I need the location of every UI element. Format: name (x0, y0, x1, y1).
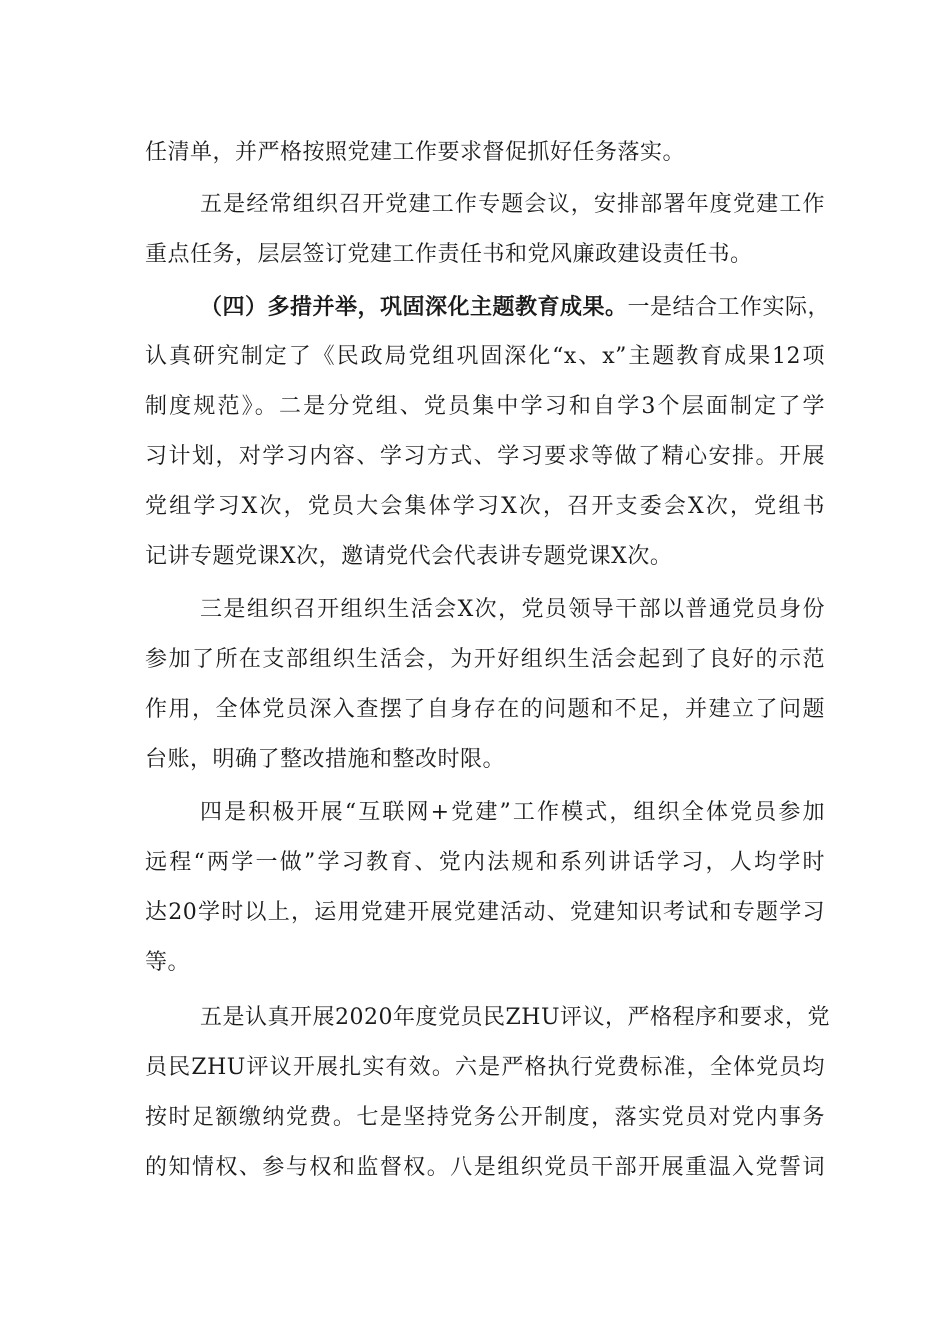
paragraph-line: 三是组织召开组织生活会X次，党员领导干部以普通党员身份 (200, 597, 825, 622)
paragraph-line: 制度规范》。二是分党组、党员集中学习和自学3个层面制定了学 (145, 394, 825, 419)
paragraph-line: 参加了所在支部组织生活会，为开好组织生活会起到了良好的示范 (145, 647, 825, 672)
paragraph-line: 五是认真开展2020年度党员民ZHU评议，严格程序和要求，党 (200, 1005, 831, 1030)
paragraph-line: 党组学习X次，党员大会集体学习X次，召开支委会X次，党组书 (145, 494, 825, 519)
paragraph-line: 重点任务，层层签订党建工作责任书和党风廉政建设责任书。 (145, 242, 753, 267)
paragraph-text: 一是结合工作实际， (627, 295, 831, 320)
paragraph-line: 任清单，并严格按照党建工作要求督促抓好任务落实。 (145, 140, 686, 165)
paragraph-line: 按时足额缴纳党费。七是坚持党务公开制度，落实党员对党内事务 (145, 1105, 825, 1130)
paragraph-line: 四是积极开展“互联网+党建”工作模式，组织全体党员参加 (200, 800, 825, 825)
paragraph-line: 远程“两学一做”学习教育、党内法规和系列讲话学习，人均学时 (145, 850, 825, 875)
section-heading: （四）多措并举，巩固深化主题教育成果。 (200, 294, 628, 320)
section-heading-line (200, 292, 831, 323)
paragraph-line: 作用，全体党员深入查摆了自身存在的问题和不足，并建立了问题 (145, 697, 825, 722)
paragraph-line: 员民ZHU评议开展扎实有效。六是严格执行党费标准，全体党员均 (145, 1055, 825, 1080)
paragraph-line: 台账，明确了整改措施和整改时限。 (145, 747, 506, 772)
paragraph-line: 记讲专题党课X次，邀请党代会代表讲专题党课X次。 (145, 544, 673, 569)
paragraph-line: 等。 (145, 950, 191, 975)
paragraph-line: 习计划，对学习内容、学习方式、学习要求等做了精心安排。开展 (145, 444, 825, 469)
paragraph-line: 达20学时以上，运用党建开展党建活动、党建知识考试和专题学习 (145, 900, 825, 925)
paragraph-line: 的知情权、参与权和监督权。八是组织党员干部开展重温入党誓词 (145, 1155, 825, 1180)
paragraph-line: 五是经常组织召开党建工作专题会议，安排部署年度党建工作 (200, 192, 825, 217)
paragraph-line: 认真研究制定了《民政局党组巩固深化“x、x”主题教育成果12项 (145, 344, 825, 369)
